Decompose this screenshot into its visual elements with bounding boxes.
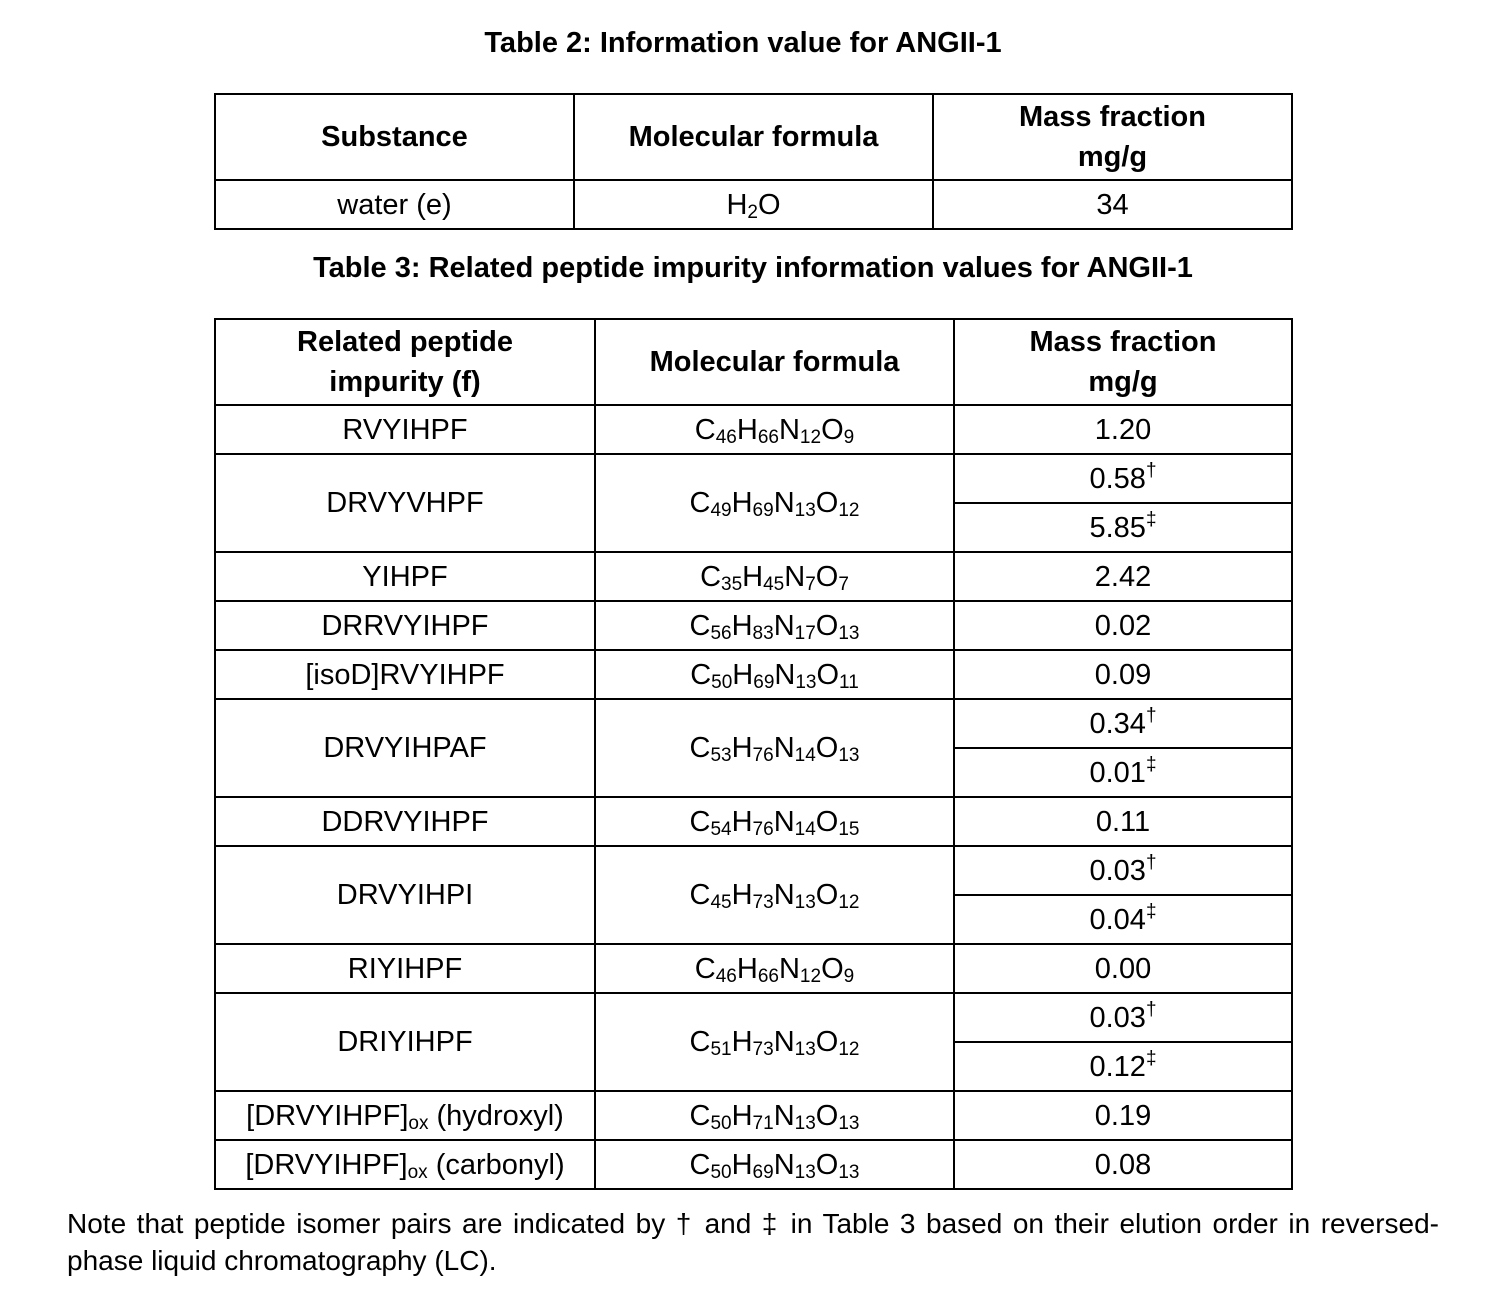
table-row [215, 552, 1292, 601]
isomer-mark: † [1145, 998, 1157, 1020]
text-part: C [689, 805, 711, 838]
subscript: ox [407, 1161, 428, 1183]
subscript: 12 [838, 500, 860, 521]
header-molecular-formula: Molecular formula [574, 94, 933, 180]
subscript: 15 [838, 818, 860, 840]
subscript: 9 [843, 426, 855, 448]
mass-fraction-value: 0.08 [1094, 1148, 1152, 1181]
subscript: 76 [752, 745, 774, 766]
text-part: N [773, 1026, 795, 1058]
mass-fraction-value: 0.02 [1094, 609, 1152, 642]
table-row [215, 405, 1292, 454]
text-part: DRVYIHPI [336, 879, 474, 911]
mass-fraction-cell [954, 1042, 1292, 1091]
text-part: N [773, 732, 795, 764]
subscript: 66 [757, 965, 779, 987]
subscript: 12 [838, 892, 860, 913]
mass-fraction-cell [954, 552, 1292, 601]
text-part: [isoD]RVYIHPF [305, 658, 505, 691]
header-mass-fraction-label: Mass fraction [1029, 326, 1217, 358]
subscript: 69 [752, 500, 774, 521]
mass-fraction-value: 0.00 [1094, 952, 1152, 985]
mass-fraction-cell [954, 944, 1292, 993]
table-row [215, 846, 1292, 895]
mass-fraction-value: 0.09 [1094, 658, 1152, 691]
substance-cell: water (e) [215, 180, 574, 229]
subscript: 12 [799, 426, 822, 448]
text-part: N [773, 879, 795, 911]
subscript: 13 [794, 1112, 816, 1134]
text-part: H [732, 658, 754, 691]
text-part: O [816, 658, 840, 691]
text-part: N [773, 805, 795, 838]
mass-fraction-value: 0.04 [1089, 903, 1146, 936]
text-part: H [731, 487, 753, 519]
table2-header-row [215, 94, 1292, 180]
text-part: C [690, 658, 712, 691]
header-related-peptide-impurity [215, 319, 595, 405]
mass-fraction-value: 0.12 [1089, 1050, 1146, 1083]
impurity-name-cell [215, 1091, 595, 1140]
text-part: N [773, 1099, 795, 1132]
subscript: 50 [710, 1161, 732, 1183]
text-part: C [694, 952, 716, 985]
table-row [215, 944, 1292, 993]
text-part: N [784, 560, 806, 593]
formula-cell [595, 454, 954, 552]
formula-cell [595, 846, 954, 944]
text-part: H [731, 879, 753, 911]
mass-fraction-cell [954, 846, 1292, 895]
subscript: 46 [715, 965, 737, 987]
text-part: (hydroxyl) [428, 1099, 564, 1132]
text-part: [DRVYIHPF] [245, 1148, 408, 1181]
formula-cell [595, 993, 954, 1091]
text-part: DRVYIHPAF [323, 732, 487, 764]
text-part: H [731, 609, 753, 642]
subscript: 13 [795, 671, 817, 693]
text-part: O [757, 188, 781, 221]
text-part: O [815, 609, 839, 642]
mass-fraction-value: 0.03 [1089, 854, 1146, 887]
impurity-name-cell [215, 846, 595, 944]
text-part: (carbonyl) [427, 1148, 565, 1181]
subscript: ox [408, 1112, 429, 1134]
subscript: 7 [805, 573, 816, 595]
text-part: H [736, 413, 758, 446]
subscript: 50 [711, 671, 733, 693]
subscript: 76 [752, 818, 774, 840]
table3 [214, 318, 1293, 1190]
table2 [214, 93, 1293, 230]
text-part: RVYIHPF [342, 413, 468, 446]
formula-cell [595, 699, 954, 797]
text-part: C [689, 1099, 711, 1132]
mass-fraction-value: 0.58 [1089, 462, 1146, 495]
subscript: 83 [752, 622, 774, 644]
table-row [215, 454, 1292, 503]
formula-cell [595, 1091, 954, 1140]
table-row [215, 699, 1292, 748]
subscript: 17 [794, 622, 816, 644]
subscript: 45 [710, 892, 732, 913]
impurity-name-cell [215, 699, 595, 797]
subscript: 13 [838, 1112, 860, 1134]
text-part: H [731, 1148, 753, 1181]
subscript: 13 [838, 745, 860, 766]
subscript: 14 [794, 818, 816, 840]
subscript: 2 [747, 201, 758, 223]
subscript: 13 [794, 892, 816, 913]
text-part: DRRVYIHPF [321, 609, 489, 642]
impurity-name-cell [215, 552, 595, 601]
table-row [215, 180, 1292, 229]
text-part: O [815, 805, 839, 838]
text-part: [DRVYIHPF] [246, 1099, 409, 1132]
mass-fraction-value: 5.85 [1089, 511, 1146, 544]
text-part: O [815, 1099, 839, 1132]
subscript: 12 [799, 965, 822, 987]
subscript: 73 [752, 1039, 774, 1060]
table-row [215, 993, 1292, 1042]
table3-header-row [215, 319, 1292, 405]
impurity-name-cell [215, 405, 595, 454]
impurity-name-cell [215, 650, 595, 699]
mass-fraction-cell [954, 601, 1292, 650]
formula-cell [595, 797, 954, 846]
mass-fraction-cell [954, 699, 1292, 748]
subscript: 35 [721, 573, 743, 595]
text-part: H [726, 188, 748, 221]
text-part: C [689, 1026, 711, 1058]
subscript: 54 [710, 818, 732, 840]
header-mass-fraction-label: Mass fraction [1019, 101, 1206, 133]
subscript: 50 [710, 1112, 732, 1134]
text-part: C [689, 1148, 711, 1181]
subscript: 66 [757, 426, 779, 448]
text-part: O [815, 1026, 839, 1058]
header-mass-fraction-unit: mg/g [1077, 141, 1148, 173]
text-part: H [731, 732, 753, 764]
subscript: 14 [794, 745, 816, 766]
text-part: N [778, 413, 800, 446]
isomer-mark: ‡ [1145, 900, 1157, 922]
subscript: 13 [794, 1161, 816, 1183]
subscript: 49 [710, 500, 732, 521]
mass-fraction-value: 2.42 [1094, 560, 1152, 593]
mass-fraction-value: 0.01 [1089, 756, 1146, 789]
header-mass-fraction [933, 94, 1292, 180]
mass-fraction-value: 0.11 [1095, 805, 1151, 838]
text-part: O [815, 560, 839, 593]
impurity-name-cell [215, 993, 595, 1091]
mass-fraction-cell [954, 1091, 1292, 1140]
subscript: 56 [710, 622, 732, 644]
isomer-mark: ‡ [1145, 508, 1157, 530]
text-part: O [815, 732, 839, 764]
formula-cell [595, 552, 954, 601]
subscript: 13 [838, 622, 860, 644]
mass-fraction-cell: 34 [933, 180, 1292, 229]
text-part: H [731, 805, 753, 838]
subscript: 13 [794, 1039, 816, 1060]
text-part: C [689, 487, 711, 519]
formula-cell [595, 601, 954, 650]
table-row [215, 1091, 1292, 1140]
text-part: H [736, 952, 758, 985]
text-part: N [778, 952, 800, 985]
table-row [215, 650, 1292, 699]
formula-cell [595, 650, 954, 699]
text-part: C [694, 413, 716, 446]
subscript: 12 [838, 1039, 860, 1060]
impurity-name-cell [215, 601, 595, 650]
header-mass-fraction-unit: mg/g [1088, 366, 1158, 398]
formula-cell [595, 1140, 954, 1189]
text-part: N [773, 1148, 795, 1181]
subscript: 69 [753, 671, 775, 693]
mass-fraction-value: 0.19 [1094, 1099, 1152, 1132]
text-part: C [700, 560, 722, 593]
header-impurity-line1: Related peptide [297, 326, 513, 358]
text-part: H [731, 1026, 753, 1058]
isomer-mark: † [1145, 704, 1157, 726]
subscript: 45 [763, 573, 785, 595]
text-part: O [821, 413, 844, 446]
table-row [215, 797, 1292, 846]
subscript: 9 [843, 965, 855, 987]
text-part: DRIYIHPF [337, 1026, 473, 1058]
mass-fraction-cell [954, 650, 1292, 699]
header-mass-fraction [954, 319, 1292, 405]
text-part: YIHPF [362, 560, 448, 593]
mass-fraction-value: 1.20 [1094, 413, 1152, 446]
text-part: C [689, 879, 711, 911]
subscript: 46 [715, 426, 737, 448]
mass-fraction-cell [954, 895, 1292, 944]
subscript: 11 [839, 671, 859, 693]
subscript: 13 [794, 500, 816, 521]
impurity-name-cell [215, 944, 595, 993]
subscript: 53 [710, 745, 732, 766]
header-substance: Substance [215, 94, 574, 180]
table2-caption: Table 2: Information value for ANGII-1 [484, 27, 1002, 59]
formula-cell [595, 944, 954, 993]
subscript: 51 [710, 1039, 732, 1060]
mass-fraction-cell [954, 503, 1292, 552]
mass-fraction-cell [954, 405, 1292, 454]
text-part: O [821, 952, 844, 985]
subscript: 73 [752, 892, 774, 913]
mass-fraction-cell [954, 1140, 1292, 1189]
table3-caption: Table 3: Related peptide impurity information values for ANGII-1 [313, 252, 1193, 284]
isomer-mark: ‡ [1145, 1047, 1157, 1069]
table-row [215, 601, 1292, 650]
subscript: 7 [838, 573, 849, 595]
header-impurity-line2: impurity (f) [329, 366, 481, 398]
table-row [215, 1140, 1292, 1189]
text-part: O [815, 1148, 839, 1181]
impurity-name-cell [215, 1140, 595, 1189]
isomer-mark: † [1145, 851, 1157, 873]
mass-fraction-cell [954, 748, 1292, 797]
text-part: N [774, 658, 796, 691]
text-part: RIYIHPF [347, 952, 463, 985]
formula-cell [595, 405, 954, 454]
mass-fraction-cell [954, 797, 1292, 846]
text-part: H [731, 1099, 753, 1132]
impurity-name-cell [215, 454, 595, 552]
impurity-name-cell [215, 797, 595, 846]
isomer-mark: † [1145, 459, 1157, 481]
text-part: N [773, 487, 795, 519]
subscript: 71 [752, 1112, 774, 1134]
text-part: O [815, 879, 839, 911]
text-part: H [742, 560, 764, 593]
text-part: DDRVYIHPF [321, 805, 489, 838]
mass-fraction-value: 0.03 [1089, 1001, 1146, 1034]
header-molecular-formula: Molecular formula [595, 319, 954, 405]
mass-fraction-value: 0.34 [1089, 707, 1146, 740]
subscript: 13 [838, 1161, 860, 1183]
text-part: C [689, 609, 711, 642]
text-part: O [815, 487, 839, 519]
text-part: C [689, 732, 711, 764]
footnote: Note that peptide isomer pairs are indicated by † and ‡ in Table 3 based on their elution order in reversed-phase liquid chromatography (LC). [67, 1208, 1439, 1276]
isomer-mark: ‡ [1145, 753, 1157, 775]
mass-fraction-cell [954, 454, 1292, 503]
subscript: 69 [752, 1161, 774, 1183]
mass-fraction-cell [954, 993, 1292, 1042]
text-part: DRVYVHPF [326, 487, 484, 519]
text-part: N [773, 609, 795, 642]
formula-cell [574, 180, 933, 229]
